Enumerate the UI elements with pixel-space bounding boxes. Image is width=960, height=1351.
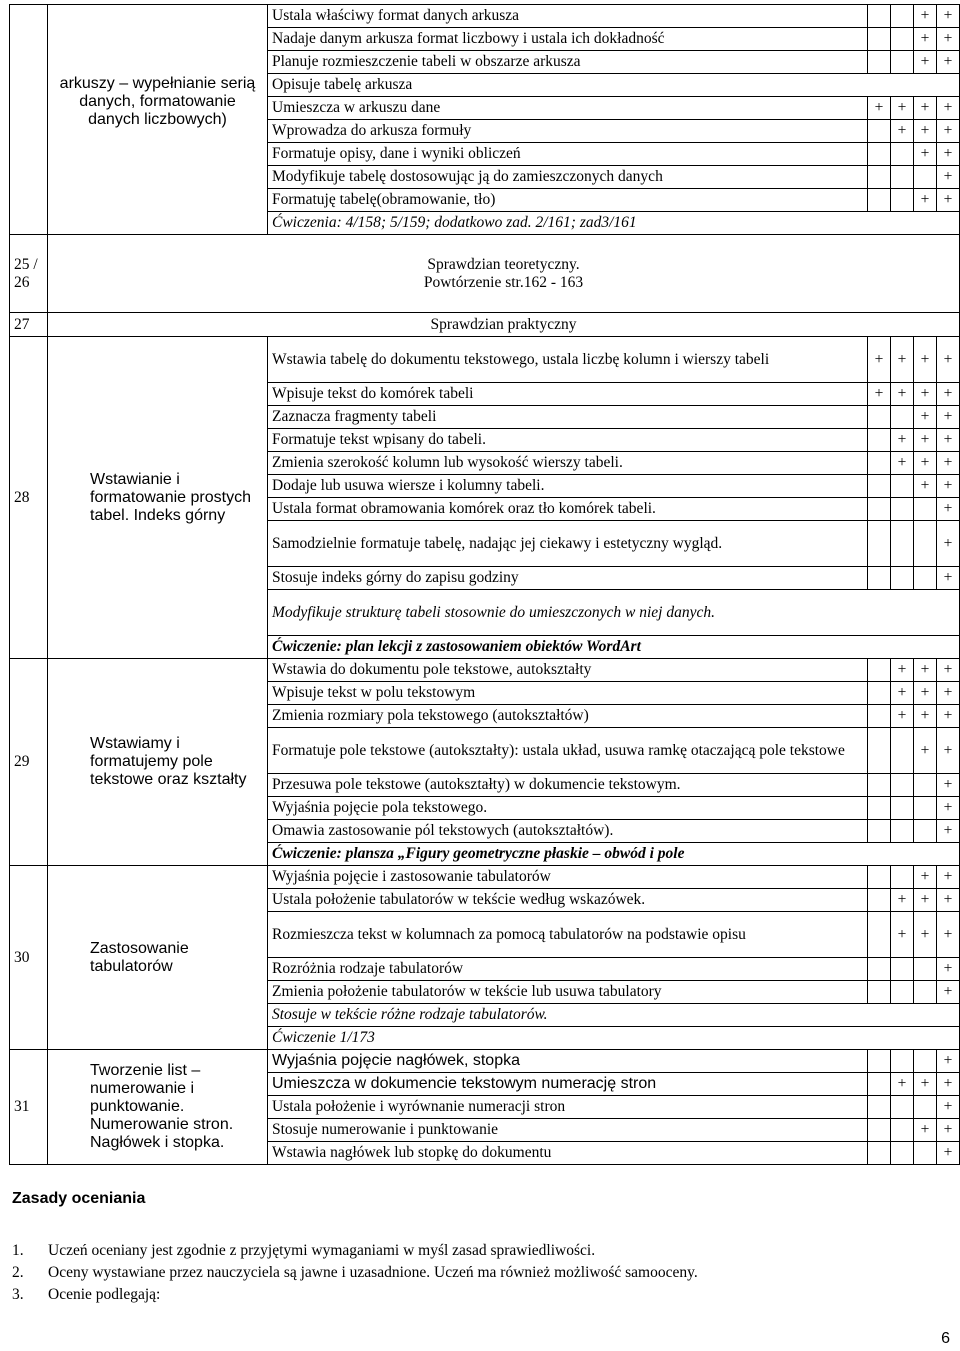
grade-mark-cell [868, 406, 891, 429]
requirement-cell: Opisuje tabelę arkusza [268, 74, 960, 97]
grade-mark-cell: + [937, 1096, 960, 1119]
grade-mark-cell: + [937, 958, 960, 981]
grade-mark-cell [868, 866, 891, 889]
grading-rule-number: 3. [12, 1286, 24, 1303]
grade-mark-cell: + [937, 705, 960, 728]
test-line: Sprawdzian teoretyczny. [427, 255, 580, 273]
grade-mark-cell [868, 429, 891, 452]
grade-mark-cell: + [891, 383, 914, 406]
grade-mark-cell [891, 1050, 914, 1073]
curriculum-table [9, 4, 960, 1165]
requirement-cell: Stosuje indeks górny do zapisu godziny [268, 567, 868, 590]
grade-mark-cell: + [891, 1073, 914, 1096]
grade-mark-cell [868, 166, 891, 189]
lesson-topic-cell: Tworzenie list – numerowanie i punktowanie. Numerowanie stron. Nagłówek i stopka. [48, 1050, 268, 1165]
grade-mark-cell [868, 51, 891, 74]
grade-mark-cell: + [914, 452, 937, 475]
lesson-topic-cell: arkuszy – wypełnianie serią danych, formatowanie danych liczbowych) [48, 5, 268, 235]
grade-mark-cell [868, 143, 891, 166]
requirement-cell: Rozmieszcza tekst w kolumnach za pomocą tabulatorów na podstawie opisu [268, 912, 868, 958]
table-row [10, 313, 960, 337]
requirement-cell: Modyfikuje tabelę dostosowując ją do zamieszczonych danych [268, 166, 868, 189]
requirement-cell: Stosuje numerowanie i punktowanie [268, 1119, 868, 1142]
requirement-cell: Zmienia szerokość kolumn lub wysokość wierszy tabeli. [268, 452, 868, 475]
grade-mark-cell: + [891, 659, 914, 682]
grade-mark-cell: + [937, 383, 960, 406]
requirement-cell: Ćwiczenie 1/173 [268, 1027, 960, 1050]
grade-mark-cell: + [914, 1119, 937, 1142]
grade-mark-cell [868, 820, 891, 843]
requirement-cell: Wyjaśnia pojęcie nagłówek, stopka [268, 1050, 868, 1073]
grade-mark-cell: + [937, 28, 960, 51]
grade-mark-cell: + [937, 866, 960, 889]
lesson-number-cell: 25 / 26 [10, 235, 48, 313]
grade-mark-cell [868, 659, 891, 682]
page-number: 6 [941, 1330, 950, 1347]
requirement-cell: Wyjaśnia pojęcie pola tekstowego. [268, 797, 868, 820]
grade-mark-cell: + [914, 866, 937, 889]
grade-mark-cell: + [937, 5, 960, 28]
grade-mark-cell: + [937, 189, 960, 212]
table-row [10, 1050, 960, 1073]
requirement-cell: Ćwiczenia: 4/158; 5/159; dodatkowo zad. 2/161; zad3/161 [268, 212, 960, 235]
grading-rule-item [12, 1284, 698, 1306]
grade-mark-cell: + [868, 337, 891, 383]
requirement-cell: Wstawia nagłówek lub stopkę do dokumentu [268, 1142, 868, 1165]
requirement-cell: Ustala właściwy format danych arkusza [268, 5, 868, 28]
grade-mark-cell [891, 1119, 914, 1142]
grading-rule-item [12, 1240, 698, 1262]
grade-mark-cell [914, 498, 937, 521]
grade-mark-cell [891, 189, 914, 212]
grade-mark-cell: + [891, 452, 914, 475]
grade-mark-cell: + [937, 1142, 960, 1165]
grade-mark-cell [891, 866, 914, 889]
table-row [10, 659, 960, 682]
grade-mark-cell [891, 728, 914, 774]
grade-mark-cell: + [937, 337, 960, 383]
grade-mark-cell: + [937, 797, 960, 820]
requirement-cell: Zmienia rozmiary pola tekstowego (autokształtów) [268, 705, 868, 728]
lesson-number-cell: 31 [10, 1050, 48, 1165]
grade-mark-cell: + [937, 452, 960, 475]
grade-mark-cell: + [914, 189, 937, 212]
grade-mark-cell: + [937, 1050, 960, 1073]
grade-mark-cell [868, 475, 891, 498]
grade-mark-cell [868, 912, 891, 958]
lesson-number-cell [10, 5, 48, 235]
requirement-cell: Nadaje danym arkusza format liczbowy i ustala ich dokładność [268, 28, 868, 51]
requirement-cell: Formatuje pole tekstowe (autokształty): ustala układ, usuwa ramkę otaczającą pole tekstowe [268, 728, 868, 774]
grading-rule-text: Oceny wystawiane przez nauczyciela są jawne i uzasadnione. Uczeń ma również możliwość samooceny. [48, 1264, 698, 1281]
requirement-cell: Wstawia do dokumentu pole tekstowe, autokształty [268, 659, 868, 682]
requirement-cell: Rozróżnia rodzaje tabulatorów [268, 958, 868, 981]
grade-mark-cell: + [891, 912, 914, 958]
grade-mark-cell: + [937, 1073, 960, 1096]
grade-mark-cell [891, 567, 914, 590]
grade-mark-cell: + [914, 28, 937, 51]
grade-mark-cell: + [914, 728, 937, 774]
grade-mark-cell [914, 567, 937, 590]
grade-mark-cell [868, 1142, 891, 1165]
grade-mark-cell: + [937, 567, 960, 590]
requirement-cell: Wpisuje tekst w polu tekstowym [268, 682, 868, 705]
grade-mark-cell: + [937, 498, 960, 521]
grade-mark-cell: + [891, 337, 914, 383]
grade-mark-cell: + [914, 5, 937, 28]
grade-mark-cell: + [937, 475, 960, 498]
test-line: Powtórzenie str.162 - 163 [423, 273, 584, 291]
grade-mark-cell [868, 705, 891, 728]
grade-mark-cell [868, 521, 891, 567]
grade-mark-cell: + [914, 383, 937, 406]
grade-mark-cell [914, 958, 937, 981]
grade-mark-cell: + [914, 705, 937, 728]
lesson-number-cell: 29 [10, 659, 48, 866]
grade-mark-cell [914, 1050, 937, 1073]
grade-mark-cell: + [937, 120, 960, 143]
grade-mark-cell: + [937, 143, 960, 166]
grade-mark-cell [914, 774, 937, 797]
grade-mark-cell: + [891, 889, 914, 912]
grade-mark-cell [868, 452, 891, 475]
grade-mark-cell: + [914, 337, 937, 383]
grade-mark-cell: + [937, 97, 960, 120]
grade-mark-cell [868, 1096, 891, 1119]
lesson-topic-cell: Wstawiamy i formatujemy pole tekstowe oraz kształty [48, 659, 268, 866]
grade-mark-cell [868, 5, 891, 28]
requirement-cell: Umieszcza w arkuszu dane [268, 97, 868, 120]
grade-mark-cell: + [937, 1119, 960, 1142]
requirement-cell: Formatuje tekst wpisany do tabeli. [268, 429, 868, 452]
grade-mark-cell [891, 406, 914, 429]
grade-mark-cell [914, 1096, 937, 1119]
grade-mark-cell [868, 774, 891, 797]
grade-mark-cell: + [914, 659, 937, 682]
grading-rules-title: Zasady oceniania [12, 1190, 146, 1207]
grade-mark-cell [891, 143, 914, 166]
grade-mark-cell [868, 28, 891, 51]
grade-mark-cell [891, 981, 914, 1004]
grade-mark-cell: + [914, 1073, 937, 1096]
grade-mark-cell: + [937, 406, 960, 429]
table-row [10, 337, 960, 383]
requirement-cell: Planuje rozmieszczenie tabeli w obszarze arkusza [268, 51, 868, 74]
grade-mark-cell [868, 1119, 891, 1142]
requirement-cell: Zmienia położenie tabulatorów w tekście lub usuwa tabulatory [268, 981, 868, 1004]
grade-mark-cell: + [914, 51, 937, 74]
grading-rule-number: 2. [12, 1264, 24, 1281]
grade-mark-cell: + [937, 820, 960, 843]
grade-mark-cell [914, 1142, 937, 1165]
grade-mark-cell [891, 958, 914, 981]
grade-mark-cell [891, 521, 914, 567]
grade-mark-cell: + [914, 912, 937, 958]
requirement-cell: Stosuje w tekście różne rodzaje tabulatorów. [268, 1004, 960, 1027]
grade-mark-cell [914, 820, 937, 843]
test-cell: Sprawdzian praktyczny [48, 313, 960, 337]
grade-mark-cell [868, 498, 891, 521]
grade-mark-cell [891, 1142, 914, 1165]
requirement-cell: Wpisuje tekst do komórek tabeli [268, 383, 868, 406]
requirement-cell: Ustala położenie tabulatorów w tekście według wskazówek. [268, 889, 868, 912]
requirement-cell: Ustala format obramowania komórek oraz tło komórek tabeli. [268, 498, 868, 521]
grade-mark-cell: + [914, 120, 937, 143]
grade-mark-cell: + [914, 97, 937, 120]
lesson-number-cell: 30 [10, 866, 48, 1050]
grade-mark-cell: + [891, 120, 914, 143]
requirement-cell: Wprowadza do arkusza formuły [268, 120, 868, 143]
grade-mark-cell: + [937, 659, 960, 682]
grade-mark-cell [868, 958, 891, 981]
grade-mark-cell [914, 521, 937, 567]
grade-mark-cell [868, 728, 891, 774]
grade-mark-cell [891, 1096, 914, 1119]
grade-mark-cell: + [868, 97, 891, 120]
requirement-cell: Formatuje opisy, dane i wyniki obliczeń [268, 143, 868, 166]
requirement-cell: Modyfikuje strukturę tabeli stosownie do umieszczonych w niej danych. [268, 590, 960, 636]
requirement-cell: Ćwiczenie: plansza „Figury geometryczne płaskie – obwód i pole [268, 843, 960, 866]
grading-rule-number: 1. [12, 1242, 24, 1259]
requirement-cell: Ustala położenie i wyrównanie numeracji stron [268, 1096, 868, 1119]
grade-mark-cell: + [937, 521, 960, 567]
grade-mark-cell: + [937, 682, 960, 705]
requirement-cell: Ćwiczenie: plan lekcji z zastosowaniem obiektów WordArt [268, 636, 960, 659]
grade-mark-cell: + [868, 383, 891, 406]
grading-rules-list [12, 1240, 698, 1306]
lesson-topic-cell: Wstawianie i formatowanie prostych tabel. Indeks górny [48, 337, 268, 659]
grade-mark-cell [914, 166, 937, 189]
grade-mark-cell [891, 774, 914, 797]
requirement-cell: Formatuję tabelę(obramowanie, tło) [268, 189, 868, 212]
grade-mark-cell [868, 981, 891, 1004]
grade-mark-cell: + [937, 429, 960, 452]
grade-mark-cell: + [914, 406, 937, 429]
grade-mark-cell [891, 5, 914, 28]
requirement-cell: Umieszcza w dokumencie tekstowym numerację stron [268, 1073, 868, 1096]
grade-mark-cell [868, 889, 891, 912]
grade-mark-cell: + [914, 475, 937, 498]
grade-mark-cell [914, 981, 937, 1004]
grade-mark-cell: + [891, 682, 914, 705]
grade-mark-cell [891, 498, 914, 521]
grade-mark-cell: + [937, 728, 960, 774]
requirement-cell: Wstawia tabelę do dokumentu tekstowego, ustala liczbę kolumn i wierszy tabeli [268, 337, 868, 383]
table-row [10, 866, 960, 889]
grade-mark-cell [891, 28, 914, 51]
grade-mark-cell [868, 120, 891, 143]
grade-mark-cell [891, 797, 914, 820]
grade-mark-cell [868, 1073, 891, 1096]
grade-mark-cell: + [891, 429, 914, 452]
grade-mark-cell: + [937, 774, 960, 797]
lesson-number-cell: 27 [10, 313, 48, 337]
grade-mark-cell [868, 567, 891, 590]
requirement-cell: Dodaje lub usuwa wiersze i kolumny tabeli. [268, 475, 868, 498]
grade-mark-cell: + [937, 912, 960, 958]
grade-mark-cell [891, 166, 914, 189]
grade-mark-cell: + [914, 889, 937, 912]
table-row [10, 5, 960, 28]
requirement-cell: Samodzielnie formatuje tabelę, nadając jej ciekawy i estetyczny wygląd. [268, 521, 868, 567]
grade-mark-cell [914, 797, 937, 820]
requirement-cell: Zaznacza fragmenty tabeli [268, 406, 868, 429]
grade-mark-cell: + [914, 682, 937, 705]
lesson-topic-cell: Zastosowanie tabulatorów [48, 866, 268, 1050]
grade-mark-cell: + [937, 166, 960, 189]
grade-mark-cell [868, 682, 891, 705]
grading-rule-text: Uczeń oceniany jest zgodnie z przyjętymi wymaganiami w myśl zasad sprawiedliwości. [48, 1242, 596, 1259]
grade-mark-cell: + [937, 889, 960, 912]
grade-mark-cell [868, 1050, 891, 1073]
grade-mark-cell [868, 189, 891, 212]
grade-mark-cell: + [937, 981, 960, 1004]
grade-mark-cell [868, 797, 891, 820]
grade-mark-cell [891, 475, 914, 498]
grade-mark-cell: + [891, 97, 914, 120]
table-row [10, 235, 960, 313]
grade-mark-cell: + [937, 51, 960, 74]
grade-mark-cell: + [914, 143, 937, 166]
grading-rule-item [12, 1262, 698, 1284]
test-cell [48, 235, 960, 313]
grade-mark-cell: + [914, 429, 937, 452]
grading-rule-text: Ocenie podlegają: [48, 1286, 161, 1303]
grade-mark-cell [891, 51, 914, 74]
requirement-cell: Wyjaśnia pojęcie i zastosowanie tabulatorów [268, 866, 868, 889]
lesson-number-cell: 28 [10, 337, 48, 659]
requirement-cell: Przesuwa pole tekstowe (autokształty) w dokumencie tekstowym. [268, 774, 868, 797]
grade-mark-cell: + [891, 705, 914, 728]
requirement-cell: Omawia zastosowanie pól tekstowych (autokształtów). [268, 820, 868, 843]
grade-mark-cell [891, 820, 914, 843]
